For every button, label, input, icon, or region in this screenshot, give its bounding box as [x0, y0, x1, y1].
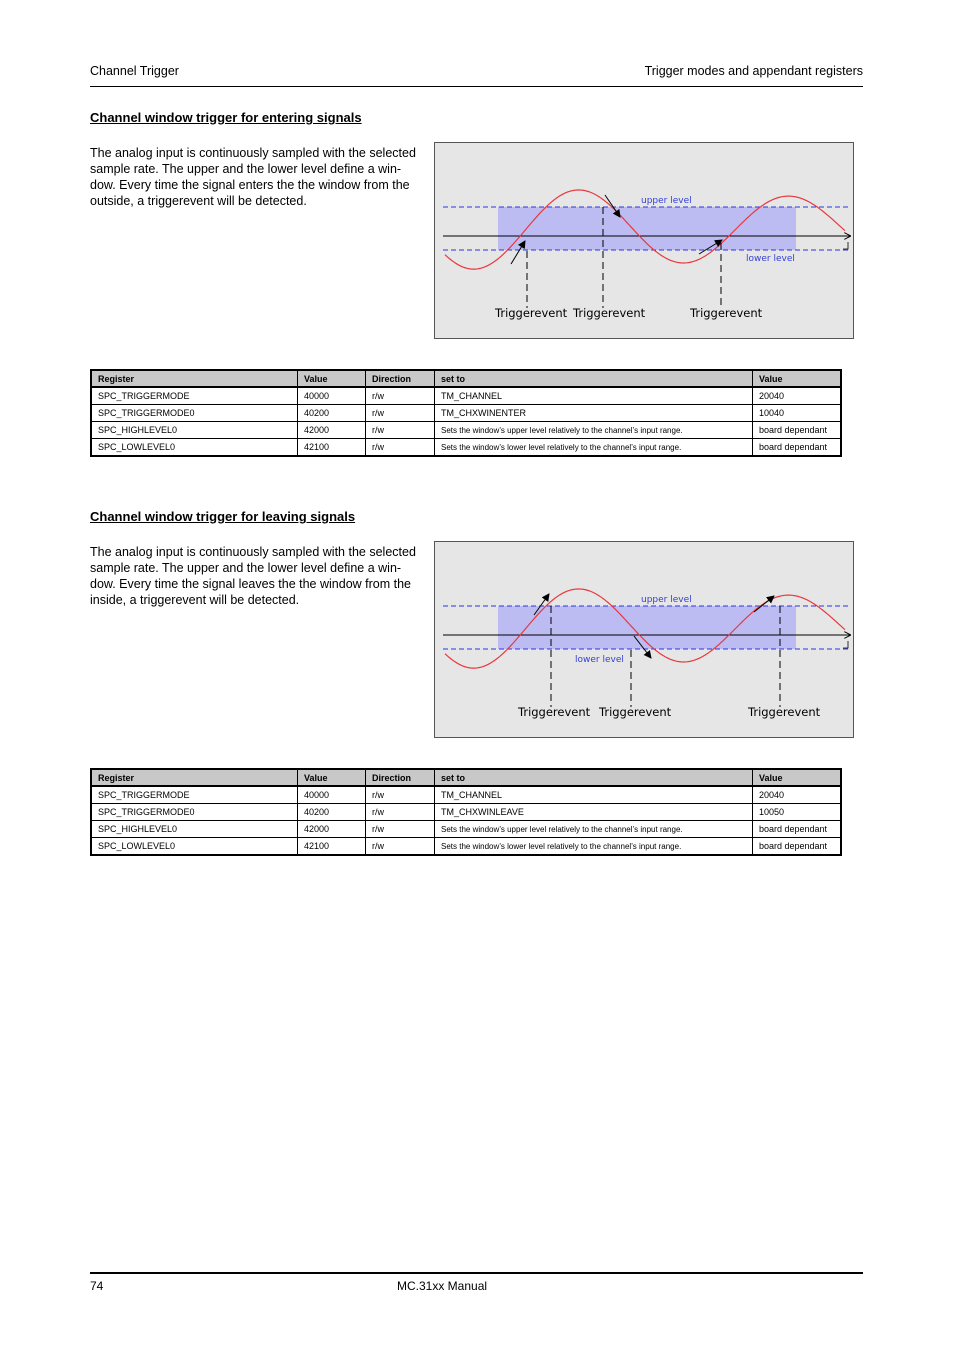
table-row — [91, 405, 841, 422]
table-cell: TM_CHANNEL — [435, 786, 753, 804]
table-cell: SPC_TRIGGERMODE0 — [91, 804, 298, 821]
paragraph-line: The analog input is continuously sampled with the selected — [90, 146, 416, 160]
table-cell: board dependant — [753, 422, 842, 439]
section-title-entering: Channel window trigger for entering signals — [90, 110, 362, 125]
column-header: Value — [753, 370, 842, 387]
table-cell: r/w — [366, 422, 435, 439]
table-cell: r/w — [366, 405, 435, 422]
column-header: Value — [298, 370, 366, 387]
paragraph-line: sample rate. The upper and the lower level define a win- — [90, 162, 402, 176]
column-header: set to — [435, 370, 753, 387]
header-rule — [90, 86, 863, 87]
table-cell: SPC_HIGHLEVEL0 — [91, 821, 298, 838]
trigger-event-label: Triggerevent — [518, 705, 591, 719]
trigger-event-label: Triggerevent — [599, 705, 672, 719]
table-cell: 42000 — [298, 821, 366, 838]
section-title-leaving: Channel window trigger for leaving signals — [90, 509, 356, 524]
table-cell: Sets the window’s lower level relatively to the channel’s input range. — [435, 439, 753, 457]
table-header-row — [91, 370, 841, 387]
table-cell: 20040 — [753, 387, 842, 405]
table-cell: board dependant — [753, 439, 842, 457]
table-cell: r/w — [366, 821, 435, 838]
table-cell: 42000 — [298, 422, 366, 439]
section-paragraph-leaving — [90, 544, 415, 608]
table-cell: r/w — [366, 387, 435, 405]
column-header: Value — [298, 769, 366, 786]
trigger-event-label: Triggerevent — [495, 306, 568, 320]
table-cell: 40200 — [298, 804, 366, 821]
table-cell: TM_CHXWINENTER — [435, 405, 753, 422]
register-table-entering — [90, 369, 842, 457]
table-cell: board dependant — [753, 821, 842, 838]
page-number: 74 — [90, 1279, 104, 1293]
lower-level-label: lower level — [746, 254, 795, 264]
footer-rule — [90, 1272, 863, 1274]
paragraph-line: dow. Every time the signal enters the the window from the — [90, 178, 410, 192]
table-cell: 10050 — [753, 804, 842, 821]
table-cell: TM_CHXWINLEAVE — [435, 804, 753, 821]
figure-window-leave — [434, 541, 854, 738]
register-table-leaving — [90, 768, 842, 856]
column-header: Register — [91, 769, 298, 786]
manual-title: MC.31xx Manual — [397, 1279, 488, 1293]
figure-window-leave-svg — [435, 542, 853, 737]
header-section-title: Channel Trigger — [90, 64, 179, 78]
column-header: set to — [435, 769, 753, 786]
table-cell: SPC_LOWLEVEL0 — [91, 439, 298, 457]
table-cell: r/w — [366, 838, 435, 856]
upper-level-label: upper level — [641, 595, 692, 605]
table-cell: SPC_TRIGGERMODE0 — [91, 405, 298, 422]
table-cell: SPC_TRIGGERMODE — [91, 387, 298, 405]
table-row — [91, 387, 841, 405]
paragraph-line: sample rate. The upper and the lower level define a win- — [90, 561, 402, 575]
table-row — [91, 439, 841, 457]
table-cell: 40200 — [298, 405, 366, 422]
upper-level-label: upper level — [641, 196, 692, 206]
table-cell: SPC_HIGHLEVEL0 — [91, 422, 298, 439]
table-cell: r/w — [366, 439, 435, 457]
table-row — [91, 786, 841, 804]
axis-end-mark — [843, 641, 848, 648]
trigger-event-label: Triggerevent — [690, 306, 763, 320]
table-cell: TM_CHANNEL — [435, 387, 753, 405]
column-header: Direction — [366, 370, 435, 387]
table-row — [91, 838, 841, 856]
table-cell: Sets the window’s upper level relatively to the channel’s input range. — [435, 821, 753, 838]
table-cell: Sets the window’s lower level relatively to the channel’s input range. — [435, 838, 753, 856]
trigger-event-label: Triggerevent — [573, 306, 646, 320]
column-header: Value — [753, 769, 842, 786]
table-cell: r/w — [366, 804, 435, 821]
table-cell: Sets the window’s upper level relatively to the channel’s input range. — [435, 422, 753, 439]
table-cell: r/w — [366, 786, 435, 804]
figure-window-enter — [434, 142, 854, 339]
paragraph-line: dow. Every time the signal leaves the the window from the — [90, 577, 411, 591]
table-cell: SPC_TRIGGERMODE — [91, 786, 298, 804]
header-chapter-title: Trigger modes and appendant registers — [644, 64, 863, 78]
table-cell: 40000 — [298, 786, 366, 804]
trigger-event-label: Triggerevent — [748, 705, 821, 719]
table-cell: SPC_LOWLEVEL0 — [91, 838, 298, 856]
table-cell: 42100 — [298, 838, 366, 856]
figure-window-enter-svg — [435, 143, 853, 338]
column-header: Register — [91, 370, 298, 387]
section-paragraph-entering — [90, 145, 415, 209]
table-cell: 20040 — [753, 786, 842, 804]
table-cell: 42100 — [298, 439, 366, 457]
table-row — [91, 422, 841, 439]
column-header: Direction — [366, 769, 435, 786]
table-cell: board dependant — [753, 838, 842, 856]
axis-end-mark — [843, 242, 848, 249]
table-row — [91, 804, 841, 821]
table-header-row — [91, 769, 841, 786]
paragraph-line: outside, a triggerevent will be detected. — [90, 194, 307, 208]
lower-level-label: lower level — [575, 655, 624, 665]
paragraph-line: The analog input is continuously sampled with the selected — [90, 545, 416, 559]
table-cell: 40000 — [298, 387, 366, 405]
table-row — [91, 821, 841, 838]
paragraph-line: inside, a triggerevent will be detected. — [90, 593, 300, 607]
table-cell: 10040 — [753, 405, 842, 422]
